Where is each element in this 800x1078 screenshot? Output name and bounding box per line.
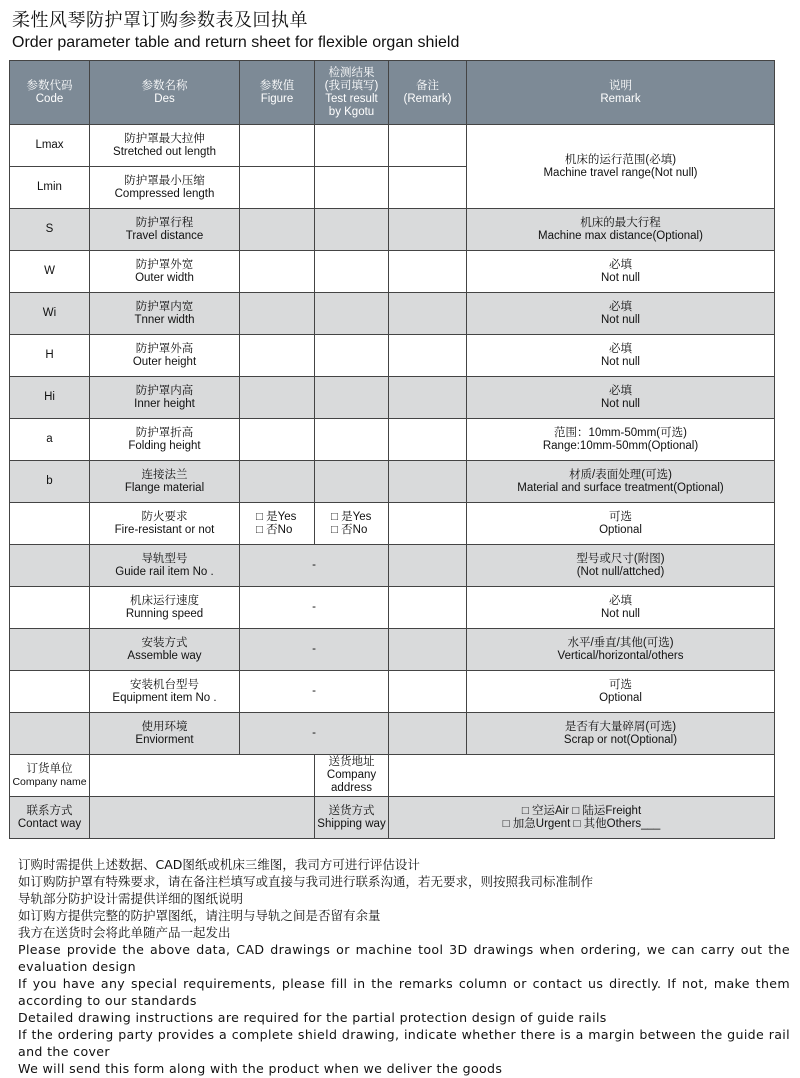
remark-short-cell[interactable] [389,125,467,167]
remark-short-cell[interactable] [389,629,467,671]
des-cell: 安装方式 Assemble way [90,629,240,671]
figure-cell[interactable]: - [240,629,389,671]
figure-cell[interactable]: - [240,587,389,629]
shipping-options[interactable] [389,797,775,839]
remark-short-cell[interactable] [389,335,467,377]
figure-cell[interactable]: - [240,671,389,713]
figure-cell[interactable] [240,209,315,251]
remark-cell: 可选 Optional [467,671,775,713]
table-row [10,377,775,419]
note-line: Detailed drawing instructions are required for the partial protection design of guide rails [18,1010,607,1025]
figure-cell[interactable]: - [240,545,389,587]
code-cell: b [10,461,90,503]
note-line: Please provide the above data, CAD drawings or machine tool 3D drawings when ordering, we can carry out the evaluation design [18,942,790,974]
des-cell: 防火要求 Fire-resistant or not [90,503,240,545]
code-cell [10,503,90,545]
des-cell: 导轨型号 Guide rail item No . [90,545,240,587]
remark-short-cell[interactable] [389,209,467,251]
des-cell: 使用环境 Enviorment [90,713,240,755]
table-row [10,545,775,587]
remark-short-cell[interactable] [389,503,467,545]
contact-row [10,797,775,839]
code-cell [10,671,90,713]
figure-cell[interactable] [240,419,315,461]
note-line: If you have any special requirements, please fill in the remarks column or contact us directly. If not, make them according to our standards [18,976,790,1008]
table-row [10,629,775,671]
table-row [10,335,775,377]
yes-checkbox[interactable]: □ 是Yes [331,510,372,523]
shipping-option-line[interactable]: □ 加急Urgent □ 其他Others___ [502,817,661,830]
test-cell [315,125,389,167]
no-checkbox[interactable]: □ 否No [256,523,293,536]
figure-cell[interactable] [240,293,315,335]
notes-section [18,856,790,1077]
code-cell [10,545,90,587]
address-label: 送货地址 Company address [315,755,389,797]
header-remark: 说明 Remark [467,61,775,125]
remark-cell: 范围：10mm-50mm(可选) Range:10mm-50mm(Optional) [467,419,775,461]
header-test-result: 检测结果 (我司填写) Test result by Kgotu [315,61,389,125]
header-figure: 参数值 Figure [240,61,315,125]
company-name-field[interactable] [90,755,315,797]
shipping-option-line[interactable]: □ 空运Air □ 陆运Freight [521,804,642,817]
header-des: 参数名称 Des [90,61,240,125]
remark-cell: 材质/表面处理(可选) Material and surface treatment(Optional) [467,461,775,503]
contact-label: 联系方式 Contact way [10,797,90,839]
note-line: 如订购防护罩有特殊要求，请在备注栏填写或直接与我司进行联系沟通，若无要求，则按照我司标准制作 [18,874,594,889]
remark-cell: 必填 Not null [467,335,775,377]
des-cell: 防护罩外宽 Outer width [90,251,240,293]
figure-cell[interactable] [240,377,315,419]
parameter-table [9,60,775,839]
code-cell [10,587,90,629]
note-line: 导轨部分防护设计需提供详细的图纸说明 [18,891,244,906]
no-checkbox[interactable]: □ 否No [331,523,368,536]
figure-cell[interactable] [240,461,315,503]
table-row [10,251,775,293]
code-cell: W [10,251,90,293]
code-cell: a [10,419,90,461]
table-row [10,671,775,713]
table-row [10,293,775,335]
code-cell [10,713,90,755]
remark-short-cell[interactable] [389,587,467,629]
code-cell [10,629,90,671]
test-cell [315,419,389,461]
remark-short-cell[interactable] [389,251,467,293]
header-code: 参数代码 Code [10,61,90,125]
remark-short-cell[interactable] [389,293,467,335]
remark-short-cell[interactable] [389,713,467,755]
note-line: If the ordering party provides a complete shield drawing, indicate whether there is a margin between the guide rail and the cover [18,1027,790,1059]
note-line: 我方在送货时会将此单随产品一起发出 [18,925,231,940]
test-cell [315,335,389,377]
note-line: 如订购方提供完整的防护罩图纸，请注明与导轨之间是否留有余量 [18,908,381,923]
remark-cell: 机床的最大行程 Machine max distance(Optional) [467,209,775,251]
figure-cell[interactable] [240,167,315,209]
table-row [10,461,775,503]
remark-short-cell[interactable] [389,377,467,419]
remark-cell: 机床的运行范围(必填) Machine travel range(Not null) [467,125,775,209]
code-cell: Hi [10,377,90,419]
figure-cell[interactable] [240,335,315,377]
remark-cell: 水平/垂直/其他(可选) Vertical/horizontal/others [467,629,775,671]
des-cell: 防护罩外高 Outer height [90,335,240,377]
code-cell: H [10,335,90,377]
des-cell: 机床运行速度 Running speed [90,587,240,629]
table-row [10,125,775,167]
remark-short-cell[interactable] [389,419,467,461]
remark-cell: 可选 Optional [467,503,775,545]
table-row [10,419,775,461]
figure-cell[interactable]: - [240,713,389,755]
remark-short-cell[interactable] [389,671,467,713]
code-cell: Lmax [10,125,90,167]
code-cell: Wi [10,293,90,335]
des-cell: 防护罩行程 Travel distance [90,209,240,251]
des-cell: 连接法兰 Flange material [90,461,240,503]
page-title-cn: 柔性风琴防护罩订购参数表及回执单 [12,10,308,31]
test-cell [315,209,389,251]
des-cell: 防护罩最小压缩 Compressed length [90,167,240,209]
des-cell: 防护罩折高 Folding height [90,419,240,461]
address-field[interactable] [389,755,775,797]
test-cell [315,293,389,335]
remark-cell: 型号或尺寸(附图) (Not null/attched) [467,545,775,587]
des-cell: 防护罩内宽 Tnner width [90,293,240,335]
test-cell [315,461,389,503]
page-title-en: Order parameter table and return sheet for flexible organ shield [12,34,460,51]
fire-test-options [315,503,389,545]
table-row [10,503,775,545]
remark-cell: 必填 Not null [467,377,775,419]
figure-cell[interactable] [240,125,315,167]
contact-field[interactable] [90,797,315,839]
code-cell: S [10,209,90,251]
test-cell [315,377,389,419]
remark-short-cell[interactable] [389,167,467,209]
remark-cell: 必填 Not null [467,293,775,335]
remark-cell: 必填 Not null [467,587,775,629]
table-row [10,587,775,629]
des-cell: 防护罩最大拉伸 Stretched out length [90,125,240,167]
table-row [10,713,775,755]
yes-checkbox[interactable]: □ 是Yes [256,510,297,523]
test-cell [315,167,389,209]
des-cell: 安装机台型号 Equipment item No . [90,671,240,713]
header-row [10,61,775,125]
test-cell [315,251,389,293]
fire-figure-options[interactable] [240,503,315,545]
remark-short-cell[interactable] [389,545,467,587]
remark-cell: 必填 Not null [467,251,775,293]
figure-cell[interactable] [240,251,315,293]
table-row [10,209,775,251]
shipping-label: 送货方式 Shipping way [315,797,389,839]
company-row [10,755,775,797]
remark-short-cell[interactable] [389,461,467,503]
company-label: 订货单位 Company name [10,755,90,797]
header-remark-short: 备注 (Remark) [389,61,467,125]
note-line: 订购时需提供上述数据、CAD图纸或机床三维图，我司方可进行评估设计 [18,857,420,872]
remark-cell: 是否有大量碎屑(可选) Scrap or not(Optional) [467,713,775,755]
code-cell: Lmin [10,167,90,209]
des-cell: 防护罩内高 Inner height [90,377,240,419]
note-line: We will send this form along with the product when we deliver the goods [18,1061,503,1076]
